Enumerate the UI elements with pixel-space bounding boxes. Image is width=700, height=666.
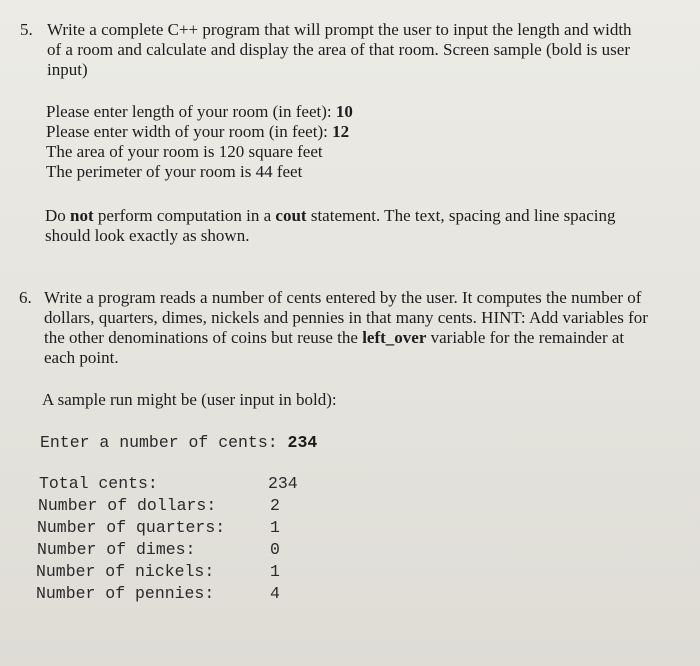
prompt-line-3-part-c: variable for the remainder at [426,328,625,347]
output-value: 1 [270,518,280,537]
question-5-prompt-line-3: input) [47,60,88,79]
output-value: 1 [270,562,280,581]
question-5-prompt-line-1: Write a complete C++ program that will prompt the user to input the length and width [47,20,632,39]
note-do: Do [45,206,71,225]
sample-line-2-input: 12 [332,122,350,141]
sample-line-1-text: Please enter length of your room (in feet): [46,102,336,121]
output-value: 2 [270,496,280,515]
note-end: statement. The text, spacing and line spacing [306,206,616,225]
output-label: Number of quarters: [37,518,226,537]
output-row-total-cents [39,474,339,495]
output-value: 0 [270,540,280,559]
output-value: 4 [270,584,280,603]
question-5-note-line-1 [45,206,616,225]
question-6-number: 6. [19,288,32,307]
note-cout: cout [275,206,307,225]
question-5-prompt-line-2: of a room and calculate and display the area of that room. Screen sample (bold is user [47,40,630,59]
output-row-dimes [37,540,337,561]
sample-run-intro: A sample run might be (user input in bold): [42,390,337,409]
left-over-variable: left_over [362,328,427,347]
output-label: Total cents: [39,474,158,493]
sample-line-2 [46,122,349,141]
note-not: not [70,206,94,225]
output-row-dollars [38,496,338,517]
output-label: Number of dimes: [37,540,196,559]
note-mid: perform computation in a [93,206,276,225]
output-row-pennies [36,584,336,605]
sample-line-1-input: 10 [335,102,353,121]
output-row-quarters [37,518,337,539]
output-label: Number of dollars: [38,496,217,515]
cents-input-value: 234 [287,433,318,452]
output-label: Number of pennies: [36,584,215,603]
question-6-prompt-line-3 [44,328,624,347]
output-row-nickels [36,562,336,583]
question-5-note-line-2: should look exactly as shown. [45,226,250,245]
cents-input-line [40,432,317,454]
cents-input-prompt: Enter a number of cents: [40,433,288,452]
sample-line-1 [46,102,353,121]
output-label: Number of nickels: [36,562,215,581]
question-6-prompt-line-4: each point. [44,348,119,367]
sample-line-3: The area of your room is 120 square feet [46,142,323,161]
question-6-prompt-line-2: dollars, quarters, dimes, nickels and pennies in that many cents. HINT: Add variables for [44,308,648,327]
question-5-number: 5. [20,20,33,39]
output-value: 234 [268,474,298,493]
question-6-prompt-line-1: Write a program reads a number of cents entered by the user. It computes the number of [44,288,642,307]
sample-line-2-text: Please enter width of your room (in feet): [46,122,333,141]
prompt-line-3-part-a: the other denominations of coins but reuse the [44,328,363,347]
sample-line-4: The perimeter of your room is 44 feet [46,162,303,181]
